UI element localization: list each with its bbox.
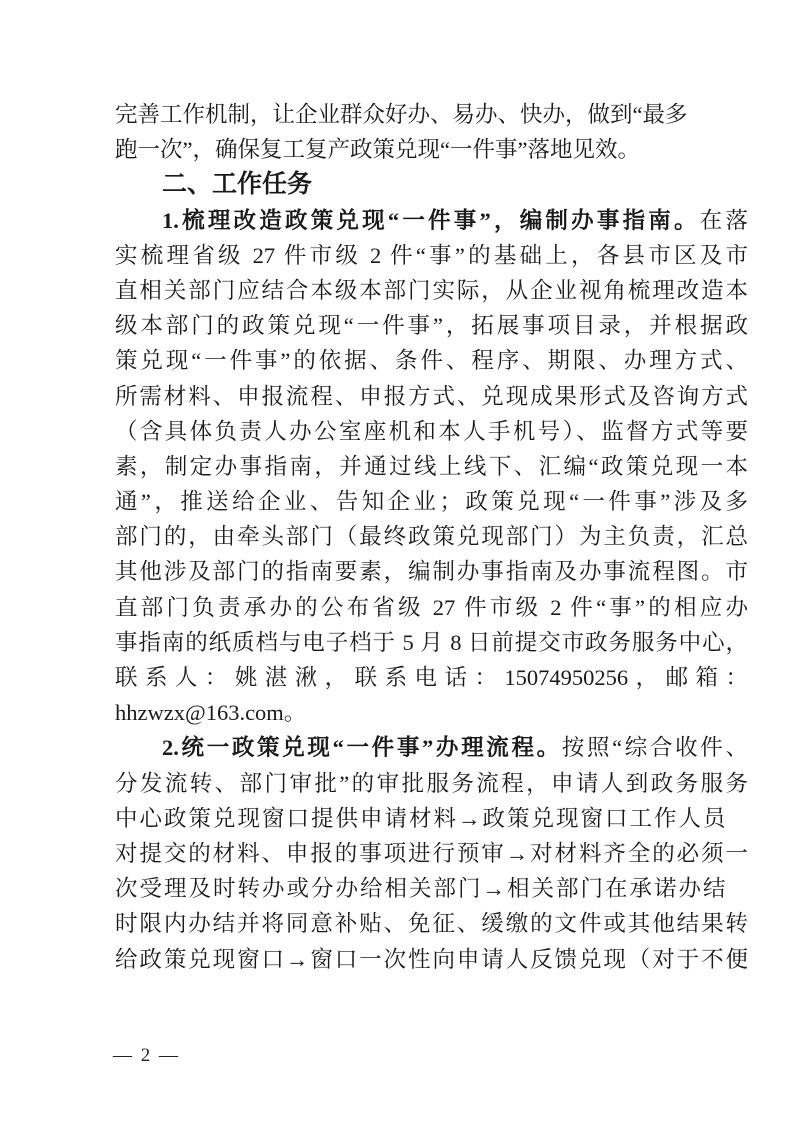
text-line xyxy=(115,730,748,765)
text-segment: 在落 xyxy=(699,207,748,233)
text-line xyxy=(115,590,748,625)
text-line xyxy=(115,801,748,836)
page-number: — 2 — xyxy=(113,1045,180,1066)
text-segment: 完善工作机制，让企业群众好办、易办、快办，做到“最多 xyxy=(115,102,688,127)
text-line xyxy=(115,906,748,941)
text-line xyxy=(115,660,748,695)
text-segment: 联系人：姚湛湫，联系电话：15074950256，邮箱： xyxy=(115,665,748,690)
text-segment: 对提交的材料、申报的事项进行预审→对材料齐全的必须一 xyxy=(115,840,748,866)
text-segment: hhzwzx@163.com。 xyxy=(115,700,307,726)
text-segment: 通”，推送给企业、告知企业；政策兑现“一件事”涉及多 xyxy=(115,489,748,515)
text-line xyxy=(115,343,748,378)
text-line xyxy=(115,308,748,343)
text-line xyxy=(115,238,748,273)
text-line xyxy=(115,379,748,414)
text-line xyxy=(115,871,748,906)
section-heading xyxy=(115,167,748,202)
text-segment: 所需材料、申报流程、申报方式、兑现成果形式及咨询方式 xyxy=(115,383,748,409)
text-segment: 直部门负责承办的公布省级 27 件市级 2 件“事”的相应办 xyxy=(115,594,748,620)
text-line xyxy=(115,519,748,554)
text-segment: 策兑现“一件事”的依据、条件、程序、期限、办理方式、 xyxy=(115,348,748,374)
text-line xyxy=(115,132,748,167)
text-segment: 直相关部门应结合本级本部门实际，从企业视角梳理改造本 xyxy=(115,277,748,303)
text-line xyxy=(115,203,748,238)
text-segment: 级本部门的政策兑现“一件事”，拓展事项目录，并根据政 xyxy=(115,313,748,339)
text-line xyxy=(115,414,748,449)
text-segment: 按照“综合收件、 xyxy=(561,735,748,761)
text-segment: 实梳理省级 27 件市级 2 件“事”的基础上，各县市区及市 xyxy=(115,242,748,268)
text-line xyxy=(115,836,748,871)
text-segment: 其他涉及部门的指南要素，编制办事指南及办事流程图。市 xyxy=(115,559,748,585)
text-segment: 事指南的纸质档与电子档于 5 月 8 日前提交市政务服务中心， xyxy=(115,629,748,655)
text-segment: 分发流转、部门审批”的审批服务流程，申请人到政务服务 xyxy=(115,770,748,796)
text-line xyxy=(115,97,748,132)
text-line xyxy=(115,273,748,308)
text-segment: 时限内办结并将同意补贴、免征、缓缴的文件或其他结果转 xyxy=(115,911,748,937)
bold-text-segment: 二、工作任务 xyxy=(162,170,313,199)
text-segment: 次受理及时转办或分办给相关部门→相关部门在承诺办结 xyxy=(115,876,728,902)
text-segment: 给政策兑现窗口→窗口一次性向申请人反馈兑现（对于不便 xyxy=(115,946,748,972)
bold-text-segment: 1.梳理改造政策兑现“一件事”，编制办事指南。 xyxy=(162,207,700,233)
text-line xyxy=(115,449,748,484)
text-segment: 中心政策兑现窗口提供申请材料→政策兑现窗口工作人员 xyxy=(115,805,728,831)
text-line xyxy=(115,695,748,730)
text-line xyxy=(115,942,748,977)
text-line xyxy=(115,766,748,801)
bold-text-segment: 2.统一政策兑现“一件事”办理流程。 xyxy=(162,735,562,761)
text-segment: 素，制定办事指南，并通过线上线下、汇编“政策兑现一本 xyxy=(115,453,748,479)
text-line xyxy=(115,554,748,589)
text-segment: （含具体负责人办公室座机和本人手机号）、监督方式等要 xyxy=(115,418,748,444)
text-segment: 部门的，由牵头部门（最终政策兑现部门）为主负责，汇总 xyxy=(115,524,748,550)
text-line xyxy=(115,625,748,660)
document-lines xyxy=(115,97,748,977)
text-line xyxy=(115,484,748,519)
text-segment: 跑一次”，确保复工复产政策兑现“一件事”落地见效。 xyxy=(115,137,640,163)
